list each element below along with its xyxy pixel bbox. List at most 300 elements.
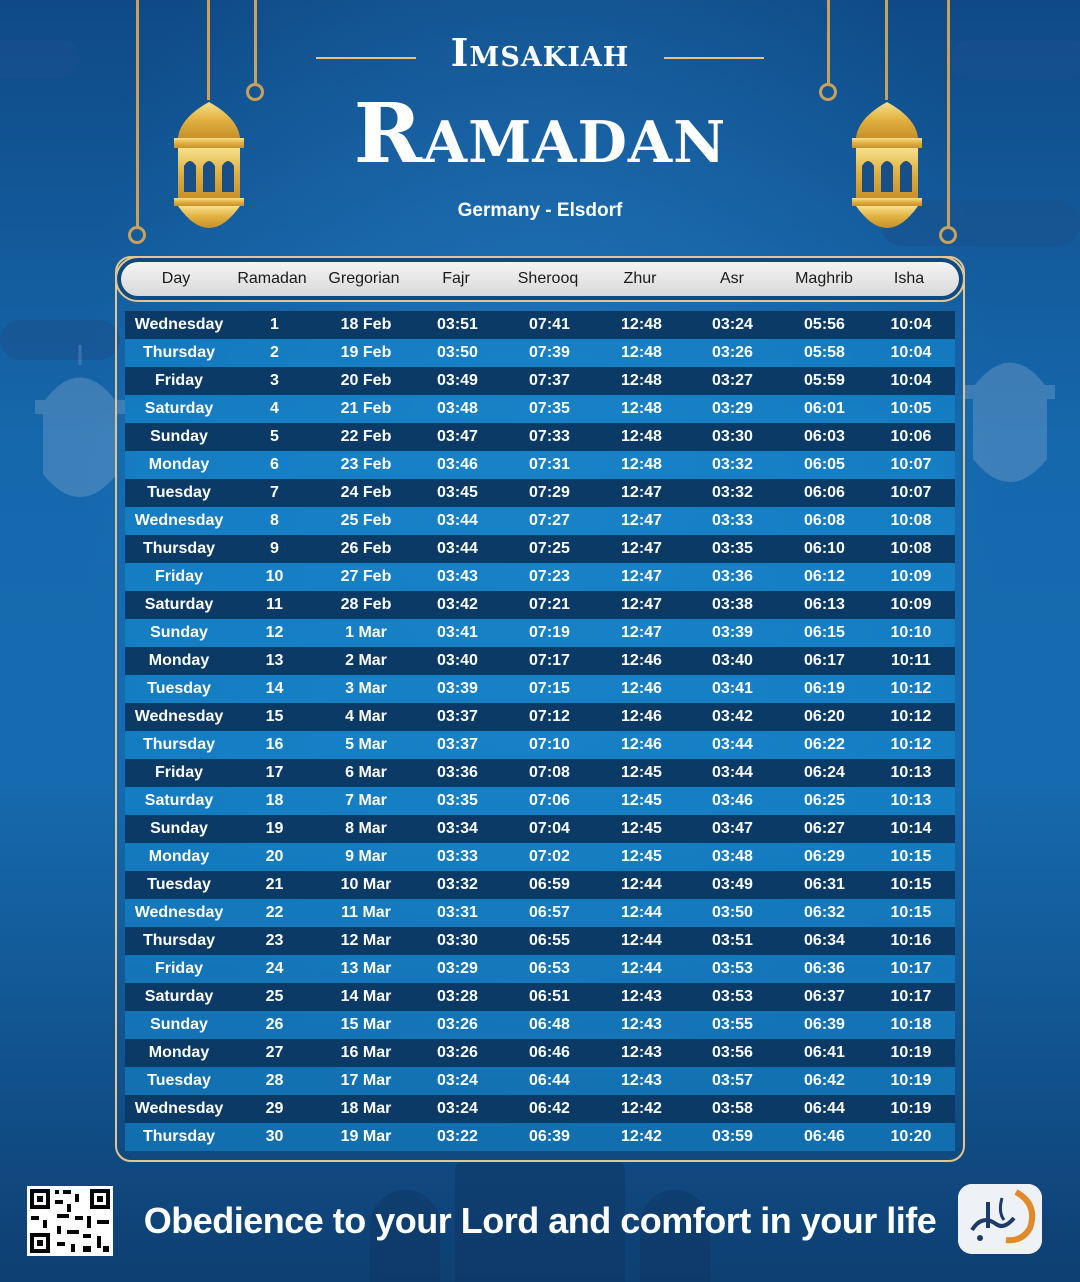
cell-zhur-time: 12:46 bbox=[621, 708, 662, 725]
cell-maghrib-time: 06:32 bbox=[804, 904, 845, 921]
cell-isha-time: 10:16 bbox=[890, 932, 932, 949]
cell-maghrib-time: 06:03 bbox=[804, 428, 845, 445]
cell-asr-time: 03:32 bbox=[712, 484, 753, 501]
cell-gregorian-date: 25 Feb bbox=[340, 512, 392, 529]
table-row bbox=[125, 535, 955, 563]
cell-sherooq-time: 07:19 bbox=[529, 624, 570, 641]
cell-fajr-time: 03:42 bbox=[437, 596, 478, 613]
cell-zhur-time: 12:46 bbox=[621, 680, 662, 697]
cell-fajr-time: 03:44 bbox=[437, 540, 478, 557]
cell-sherooq-time: 06:42 bbox=[529, 1100, 570, 1117]
cell-day: Saturday bbox=[144, 400, 214, 417]
cell-isha-time: 10:12 bbox=[890, 736, 932, 753]
cell-ramadan-day: 14 bbox=[265, 680, 284, 697]
cell-ramadan-day: 13 bbox=[265, 652, 284, 669]
cell-isha-time: 10:13 bbox=[890, 792, 932, 809]
table-row bbox=[125, 1123, 955, 1151]
cell-fajr-time: 03:49 bbox=[437, 372, 478, 389]
cell-day: Thursday bbox=[142, 932, 215, 949]
cell-zhur-time: 12:48 bbox=[621, 400, 662, 417]
cell-asr-time: 03:36 bbox=[712, 568, 753, 585]
cell-zhur-time: 12:47 bbox=[621, 624, 662, 641]
cell-zhur-time: 12:48 bbox=[621, 428, 662, 445]
cell-asr-time: 03:40 bbox=[712, 652, 753, 669]
cell-zhur-time: 12:45 bbox=[621, 764, 662, 781]
column-header-sherooq: Sherooq bbox=[517, 270, 579, 287]
cell-gregorian-date: 11 Mar bbox=[341, 904, 391, 921]
cell-gregorian-date: 16 Mar bbox=[340, 1044, 392, 1061]
cell-zhur-time: 12:43 bbox=[621, 988, 662, 1005]
cell-ramadan-day: 28 bbox=[265, 1072, 284, 1089]
cell-maghrib-time: 06:36 bbox=[804, 960, 845, 977]
cell-asr-time: 03:58 bbox=[712, 1100, 753, 1117]
cell-day: Tuesday bbox=[147, 876, 211, 893]
cell-zhur-time: 12:45 bbox=[621, 820, 662, 837]
cell-gregorian-date: 15 Mar bbox=[340, 1016, 392, 1033]
cell-asr-time: 03:53 bbox=[712, 988, 753, 1005]
cell-sherooq-time: 07:31 bbox=[529, 456, 570, 473]
cell-day: Saturday bbox=[144, 792, 214, 809]
cell-day: Thursday bbox=[142, 344, 215, 361]
cell-maghrib-time: 06:39 bbox=[804, 1016, 845, 1033]
cell-fajr-time: 03:43 bbox=[437, 568, 478, 585]
cell-isha-time: 10:08 bbox=[890, 540, 932, 557]
cell-fajr-time: 03:36 bbox=[437, 764, 478, 781]
cell-zhur-time: 12:43 bbox=[621, 1072, 662, 1089]
cell-isha-time: 10:05 bbox=[890, 400, 932, 417]
cell-maghrib-time: 06:05 bbox=[804, 456, 845, 473]
cell-fajr-time: 03:24 bbox=[437, 1072, 478, 1089]
cell-maghrib-time: 06:46 bbox=[804, 1128, 845, 1145]
cell-isha-time: 10:15 bbox=[890, 904, 932, 921]
cell-fajr-time: 03:28 bbox=[437, 988, 478, 1005]
cell-gregorian-date: 4 Mar bbox=[345, 708, 387, 725]
table-row bbox=[125, 591, 955, 619]
cell-isha-time: 10:08 bbox=[890, 512, 932, 529]
cell-asr-time: 03:59 bbox=[712, 1128, 753, 1145]
cell-zhur-time: 12:45 bbox=[621, 792, 662, 809]
cell-day: Wednesday bbox=[134, 316, 224, 333]
cell-day: Tuesday bbox=[147, 484, 211, 501]
cell-asr-time: 03:24 bbox=[712, 316, 753, 333]
cell-maghrib-time: 06:13 bbox=[804, 596, 845, 613]
cell-asr-time: 03:44 bbox=[712, 736, 753, 753]
cell-isha-time: 10:15 bbox=[890, 848, 932, 865]
table-row bbox=[125, 1067, 955, 1095]
cell-ramadan-day: 11 bbox=[266, 596, 283, 613]
table-row bbox=[125, 367, 955, 395]
cell-sherooq-time: 07:33 bbox=[529, 428, 570, 445]
table-row bbox=[125, 619, 955, 647]
column-header-day: Day bbox=[161, 270, 191, 287]
cell-sherooq-time: 07:10 bbox=[529, 736, 570, 753]
cell-ramadan-day: 4 bbox=[270, 400, 279, 417]
cell-gregorian-date: 9 Mar bbox=[345, 848, 387, 865]
cell-isha-time: 10:06 bbox=[890, 428, 932, 445]
cell-sherooq-time: 06:51 bbox=[529, 988, 570, 1005]
cell-asr-time: 03:56 bbox=[712, 1044, 753, 1061]
cell-zhur-time: 12:44 bbox=[621, 876, 662, 893]
cell-sherooq-time: 07:27 bbox=[529, 512, 570, 529]
cell-isha-time: 10:04 bbox=[890, 344, 932, 361]
page-subtitle: Imsakiah bbox=[450, 30, 630, 75]
cell-sherooq-time: 06:55 bbox=[529, 932, 570, 949]
cell-ramadan-day: 3 bbox=[270, 372, 279, 389]
cell-zhur-time: 12:43 bbox=[621, 1016, 662, 1033]
column-header-fajr: Fajr bbox=[442, 270, 470, 287]
cell-gregorian-date: 24 Feb bbox=[340, 484, 392, 501]
cell-asr-time: 03:49 bbox=[712, 876, 753, 893]
cell-day: Wednesday bbox=[134, 512, 224, 529]
cell-gregorian-date: 19 Feb bbox=[340, 344, 392, 361]
cell-gregorian-date: 18 Mar bbox=[340, 1100, 392, 1117]
cell-sherooq-time: 07:25 bbox=[529, 540, 570, 557]
cell-fajr-time: 03:30 bbox=[437, 932, 478, 949]
cell-sherooq-time: 07:39 bbox=[529, 344, 570, 361]
cell-ramadan-day: 6 bbox=[270, 456, 279, 473]
table-row bbox=[125, 899, 955, 927]
cell-maghrib-time: 05:59 bbox=[804, 372, 845, 389]
cell-maghrib-time: 06:41 bbox=[804, 1044, 845, 1061]
cell-zhur-time: 12:47 bbox=[621, 540, 662, 557]
background-lantern-icon bbox=[955, 330, 1065, 500]
cell-zhur-time: 12:44 bbox=[621, 960, 662, 977]
cell-fajr-time: 03:37 bbox=[437, 708, 478, 725]
cell-maghrib-time: 06:31 bbox=[804, 876, 845, 893]
cell-gregorian-date: 8 Mar bbox=[345, 820, 387, 837]
cell-zhur-time: 12:48 bbox=[621, 344, 662, 361]
cell-asr-time: 03:39 bbox=[712, 624, 753, 641]
cell-day: Friday bbox=[154, 568, 203, 585]
cell-day: Sunday bbox=[150, 1016, 208, 1033]
cell-day: Monday bbox=[148, 456, 210, 473]
cell-zhur-time: 12:47 bbox=[621, 512, 662, 529]
cell-maghrib-time: 06:08 bbox=[804, 512, 845, 529]
cell-maghrib-time: 06:19 bbox=[804, 680, 845, 697]
cell-maghrib-time: 06:27 bbox=[804, 820, 845, 837]
cell-sherooq-time: 06:57 bbox=[529, 904, 570, 921]
cell-day: Sunday bbox=[150, 624, 208, 641]
cell-ramadan-day: 24 bbox=[265, 960, 284, 977]
table-row bbox=[125, 479, 955, 507]
cell-gregorian-date: 14 Mar bbox=[340, 988, 392, 1005]
cell-gregorian-date: 7 Mar bbox=[345, 792, 387, 809]
table-row bbox=[125, 675, 955, 703]
cell-maghrib-time: 05:56 bbox=[804, 316, 845, 333]
cell-gregorian-date: 28 Feb bbox=[340, 596, 392, 613]
cell-sherooq-time: 07:35 bbox=[529, 400, 570, 417]
cell-ramadan-day: 12 bbox=[265, 624, 284, 641]
footer-slogan: Obedience to your Lord and comfort in your life bbox=[143, 1200, 937, 1241]
cell-day: Wednesday bbox=[134, 708, 224, 725]
cell-sherooq-time: 06:59 bbox=[529, 876, 570, 893]
cell-gregorian-date: 23 Feb bbox=[340, 456, 392, 473]
cell-asr-time: 03:30 bbox=[712, 428, 753, 445]
cell-gregorian-date: 21 Feb bbox=[340, 400, 392, 417]
cell-asr-time: 03:48 bbox=[712, 848, 753, 865]
cell-sherooq-time: 07:37 bbox=[529, 372, 570, 389]
table-row bbox=[125, 647, 955, 675]
cell-maghrib-time: 06:34 bbox=[804, 932, 845, 949]
table-row bbox=[125, 731, 955, 759]
cell-day: Monday bbox=[148, 652, 210, 669]
table-row bbox=[125, 1011, 955, 1039]
table-row bbox=[125, 507, 955, 535]
cell-fajr-time: 03:26 bbox=[437, 1044, 478, 1061]
cell-fajr-time: 03:50 bbox=[437, 344, 478, 361]
cell-asr-time: 03:35 bbox=[712, 540, 753, 557]
cell-isha-time: 10:13 bbox=[890, 764, 932, 781]
cell-fajr-time: 03:33 bbox=[437, 848, 478, 865]
cell-sherooq-time: 07:12 bbox=[529, 708, 570, 725]
table-row bbox=[125, 983, 955, 1011]
cell-fajr-time: 03:44 bbox=[437, 512, 478, 529]
cell-maghrib-time: 06:15 bbox=[804, 624, 845, 641]
cell-isha-time: 10:18 bbox=[890, 1016, 932, 1033]
cell-gregorian-date: 3 Mar bbox=[345, 680, 387, 697]
cell-gregorian-date: 1 Mar bbox=[345, 624, 387, 641]
table-row bbox=[125, 311, 955, 339]
cell-fajr-time: 03:32 bbox=[437, 876, 478, 893]
cell-isha-time: 10:15 bbox=[890, 876, 932, 893]
cell-maghrib-time: 06:01 bbox=[804, 400, 845, 417]
cell-maghrib-time: 06:17 bbox=[804, 652, 845, 669]
cell-isha-time: 10:10 bbox=[890, 624, 932, 641]
cell-day: Friday bbox=[154, 372, 203, 389]
cell-asr-time: 03:26 bbox=[712, 344, 753, 361]
cell-sherooq-time: 06:39 bbox=[529, 1128, 570, 1145]
cell-isha-time: 10:14 bbox=[890, 820, 932, 837]
cell-gregorian-date: 12 Mar bbox=[340, 932, 392, 949]
table-row bbox=[125, 423, 955, 451]
table-row bbox=[125, 871, 955, 899]
cell-fajr-time: 03:51 bbox=[437, 316, 478, 333]
cell-ramadan-day: 22 bbox=[265, 904, 284, 921]
lantern-ring bbox=[128, 226, 146, 244]
cell-gregorian-date: 20 Feb bbox=[340, 372, 392, 389]
cell-day: Tuesday bbox=[147, 1072, 211, 1089]
cell-ramadan-day: 26 bbox=[265, 1016, 284, 1033]
cell-asr-time: 03:32 bbox=[712, 456, 753, 473]
cell-sherooq-time: 07:29 bbox=[529, 484, 570, 501]
cell-zhur-time: 12:48 bbox=[621, 316, 662, 333]
cell-sherooq-time: 07:15 bbox=[529, 680, 570, 697]
cell-gregorian-date: 17 Mar bbox=[340, 1072, 392, 1089]
table-row bbox=[125, 395, 955, 423]
cell-ramadan-day: 7 bbox=[270, 484, 279, 501]
cell-asr-time: 03:42 bbox=[712, 708, 753, 725]
cell-ramadan-day: 29 bbox=[265, 1100, 284, 1117]
cell-maghrib-time: 06:24 bbox=[804, 764, 845, 781]
cell-day: Thursday bbox=[142, 736, 215, 753]
qr-code-icon[interactable] bbox=[27, 1186, 113, 1256]
cell-sherooq-time: 07:23 bbox=[529, 568, 570, 585]
cell-asr-time: 03:55 bbox=[712, 1016, 753, 1033]
table-row bbox=[125, 1039, 955, 1067]
cell-maghrib-time: 06:37 bbox=[804, 988, 845, 1005]
cell-isha-time: 10:12 bbox=[890, 708, 932, 725]
cell-gregorian-date: 13 Mar bbox=[340, 960, 392, 977]
cell-isha-time: 10:17 bbox=[890, 960, 932, 977]
cell-ramadan-day: 18 bbox=[265, 792, 284, 809]
cell-fajr-time: 03:31 bbox=[437, 904, 478, 921]
cell-isha-time: 10:09 bbox=[890, 568, 932, 585]
cell-gregorian-date: 22 Feb bbox=[340, 428, 392, 445]
cell-zhur-time: 12:43 bbox=[621, 1044, 662, 1061]
cell-day: Wednesday bbox=[134, 904, 224, 921]
cell-day: Sunday bbox=[150, 820, 208, 837]
cell-day: Tuesday bbox=[147, 680, 211, 697]
cell-zhur-time: 12:46 bbox=[621, 736, 662, 753]
cell-asr-time: 03:47 bbox=[712, 820, 753, 837]
cell-maghrib-time: 06:12 bbox=[804, 568, 845, 585]
cell-sherooq-time: 07:02 bbox=[529, 848, 570, 865]
column-header-maghrib: Maghrib bbox=[795, 270, 853, 287]
cell-maghrib-time: 06:25 bbox=[804, 792, 845, 809]
cell-zhur-time: 12:48 bbox=[621, 372, 662, 389]
cell-ramadan-day: 19 bbox=[265, 820, 284, 837]
cell-sherooq-time: 07:17 bbox=[529, 652, 570, 669]
cell-sherooq-time: 07:06 bbox=[529, 792, 570, 809]
cell-zhur-time: 12:46 bbox=[621, 652, 662, 669]
cell-day: Friday bbox=[154, 764, 203, 781]
location-label: Germany - Elsdorf bbox=[457, 200, 623, 221]
column-header-ramadan: Ramadan bbox=[237, 270, 307, 287]
cell-asr-time: 03:38 bbox=[712, 596, 753, 613]
cell-maghrib-time: 06:44 bbox=[804, 1100, 845, 1117]
table-row bbox=[125, 563, 955, 591]
cell-day: Sunday bbox=[150, 428, 208, 445]
cell-sherooq-time: 07:41 bbox=[529, 316, 570, 333]
cell-gregorian-date: 6 Mar bbox=[345, 764, 387, 781]
cell-fajr-time: 03:48 bbox=[437, 400, 478, 417]
cell-gregorian-date: 5 Mar bbox=[345, 736, 387, 753]
cell-isha-time: 10:17 bbox=[890, 988, 932, 1005]
table-row bbox=[125, 1095, 955, 1123]
cell-zhur-time: 12:42 bbox=[621, 1128, 662, 1145]
cell-isha-time: 10:07 bbox=[890, 484, 932, 501]
cell-asr-time: 03:57 bbox=[712, 1072, 753, 1089]
column-header-gregorian: Gregorian bbox=[328, 270, 400, 287]
cell-isha-time: 10:07 bbox=[890, 456, 932, 473]
cell-fajr-time: 03:29 bbox=[437, 960, 478, 977]
cell-sherooq-time: 06:48 bbox=[529, 1016, 570, 1033]
cell-fajr-time: 03:46 bbox=[437, 456, 478, 473]
cell-ramadan-day: 15 bbox=[265, 708, 284, 725]
cell-asr-time: 03:41 bbox=[712, 680, 753, 697]
cell-isha-time: 10:20 bbox=[890, 1128, 932, 1145]
cell-gregorian-date: 10 Mar bbox=[340, 876, 392, 893]
cell-ramadan-day: 23 bbox=[265, 932, 284, 949]
cell-asr-time: 03:27 bbox=[712, 372, 753, 389]
column-header-isha: Isha bbox=[893, 270, 925, 287]
cell-maghrib-time: 06:29 bbox=[804, 848, 845, 865]
cell-maghrib-time: 06:42 bbox=[804, 1072, 845, 1089]
cell-zhur-time: 12:42 bbox=[621, 1100, 662, 1117]
cell-fajr-time: 03:45 bbox=[437, 484, 478, 501]
cell-day: Saturday bbox=[144, 596, 214, 613]
cell-isha-time: 10:19 bbox=[890, 1100, 932, 1117]
cell-day: Thursday bbox=[142, 1128, 215, 1145]
column-header-zhur: Zhur bbox=[623, 270, 657, 287]
cell-fajr-time: 03:40 bbox=[437, 652, 478, 669]
cell-fajr-time: 03:39 bbox=[437, 680, 478, 697]
cell-sherooq-time: 07:21 bbox=[529, 596, 570, 613]
column-header-asr: Asr bbox=[720, 270, 744, 287]
brand-logo-icon[interactable] bbox=[958, 1184, 1042, 1254]
cell-zhur-time: 12:47 bbox=[621, 596, 662, 613]
cell-zhur-time: 12:47 bbox=[621, 484, 662, 501]
cell-day: Monday bbox=[148, 848, 210, 865]
cell-asr-time: 03:46 bbox=[712, 792, 753, 809]
cell-maghrib-time: 06:22 bbox=[804, 736, 845, 753]
cell-isha-time: 10:19 bbox=[890, 1072, 932, 1089]
cell-fajr-time: 03:47 bbox=[437, 428, 478, 445]
cell-ramadan-day: 1 bbox=[270, 316, 279, 333]
cell-day: Saturday bbox=[144, 988, 214, 1005]
cell-ramadan-day: 8 bbox=[270, 512, 279, 529]
cell-maghrib-time: 06:10 bbox=[804, 540, 845, 557]
cell-maghrib-time: 06:20 bbox=[804, 708, 845, 725]
cell-asr-time: 03:33 bbox=[712, 512, 753, 529]
cell-asr-time: 03:51 bbox=[712, 932, 753, 949]
cell-fajr-time: 03:41 bbox=[437, 624, 478, 641]
cell-asr-time: 03:53 bbox=[712, 960, 753, 977]
cell-zhur-time: 12:44 bbox=[621, 932, 662, 949]
timetable-header bbox=[115, 256, 965, 302]
table-row bbox=[125, 451, 955, 479]
cell-gregorian-date: 18 Feb bbox=[340, 316, 392, 333]
table-row bbox=[125, 339, 955, 367]
table-row bbox=[125, 927, 955, 955]
cell-ramadan-day: 9 bbox=[270, 540, 279, 557]
cell-maghrib-time: 05:58 bbox=[804, 344, 845, 361]
cell-maghrib-time: 06:06 bbox=[804, 484, 845, 501]
cell-sherooq-time: 06:53 bbox=[529, 960, 570, 977]
cell-day: Friday bbox=[154, 960, 203, 977]
cell-ramadan-day: 17 bbox=[265, 764, 284, 781]
cell-sherooq-time: 07:04 bbox=[529, 820, 570, 837]
cell-gregorian-date: 27 Feb bbox=[340, 568, 392, 585]
table-row bbox=[125, 787, 955, 815]
cell-asr-time: 03:50 bbox=[712, 904, 753, 921]
cell-fajr-time: 03:22 bbox=[437, 1128, 478, 1145]
timetable-body bbox=[125, 311, 955, 1151]
table-row bbox=[125, 703, 955, 731]
cell-gregorian-date: 19 Mar bbox=[340, 1128, 392, 1145]
cell-isha-time: 10:04 bbox=[890, 372, 932, 389]
cell-ramadan-day: 30 bbox=[265, 1128, 284, 1145]
table-row bbox=[125, 955, 955, 983]
cell-fajr-time: 03:34 bbox=[437, 820, 478, 837]
table-row bbox=[125, 815, 955, 843]
cell-day: Wednesday bbox=[134, 1100, 224, 1117]
table-row bbox=[125, 843, 955, 871]
cell-fajr-time: 03:35 bbox=[437, 792, 478, 809]
cell-asr-time: 03:29 bbox=[712, 400, 753, 417]
cell-ramadan-day: 25 bbox=[265, 988, 284, 1005]
cell-zhur-time: 12:45 bbox=[621, 848, 662, 865]
cell-day: Thursday bbox=[142, 540, 215, 557]
table-row bbox=[125, 759, 955, 787]
cell-sherooq-time: 06:46 bbox=[529, 1044, 570, 1061]
cell-day: Monday bbox=[148, 1044, 210, 1061]
cell-ramadan-day: 27 bbox=[265, 1044, 284, 1061]
cell-gregorian-date: 26 Feb bbox=[340, 540, 392, 557]
cell-ramadan-day: 5 bbox=[270, 428, 279, 445]
cell-asr-time: 03:44 bbox=[712, 764, 753, 781]
cell-isha-time: 10:11 bbox=[890, 652, 932, 669]
